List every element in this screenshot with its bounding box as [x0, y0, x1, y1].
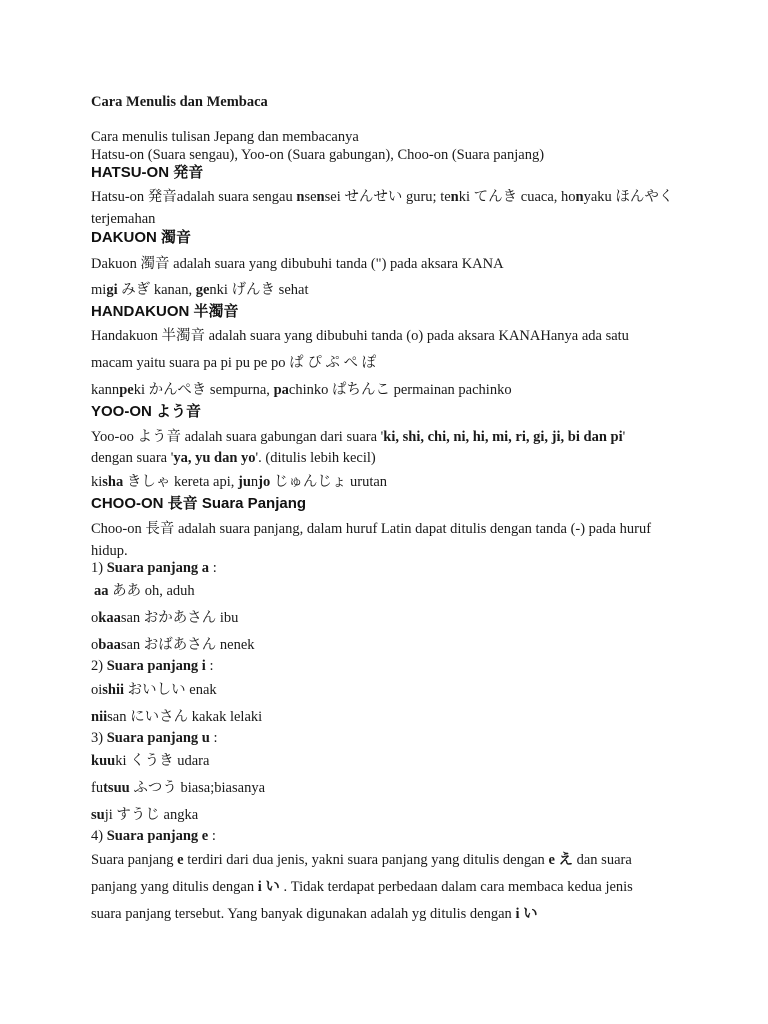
dakuon-desc: Dakuon 濁音 adalah suara yang dibubuhi tanda (") pada aksara KANA: [91, 256, 504, 272]
section-e-para-1: [91, 851, 632, 869]
yooon-desc-1: [91, 428, 625, 446]
bold-run: n: [296, 189, 305, 205]
bold-run: baa: [98, 637, 121, 653]
bold-run: su: [91, 807, 105, 823]
text-run: :: [209, 560, 217, 576]
example-futsuu: [91, 779, 265, 797]
bold-run: sha: [102, 474, 124, 490]
example-niisan: [91, 708, 262, 726]
section-e-label: [91, 827, 216, 845]
text-run: 1): [91, 560, 107, 576]
bold-run: i い: [257, 879, 280, 895]
text-run: terdiri dari dua jenis, yakni suara panjang yang ditulis dengan: [183, 852, 549, 868]
example-oishii: [91, 681, 217, 699]
bold-run: kaa: [98, 610, 121, 626]
text-run: 2): [91, 658, 107, 674]
document-title: Cara Menulis dan Membaca: [91, 94, 268, 110]
bold-run: e: [177, 852, 184, 868]
bold-run: e え: [548, 852, 573, 868]
intro-line-2: Hatsu-on (Suara sengau), Yoo-on (Suara gabungan), Choo-on (Suara panjang): [91, 147, 545, 163]
text-run: chinko ぱちんこ permainan pachinko: [288, 382, 512, 398]
yooon-example: [91, 473, 387, 491]
yooon-desc-2: [91, 449, 376, 467]
text-run: おいしい enak: [124, 682, 217, 698]
text-run: 3): [91, 730, 107, 746]
text-run: ': [622, 429, 626, 445]
text-run: fu: [91, 780, 104, 796]
text-run: 4): [91, 828, 107, 844]
text-run: ki: [91, 474, 103, 490]
text-run: oi: [91, 682, 103, 698]
text-run: ふつう biasa;biasanya: [129, 780, 266, 796]
bold-run: tsuu: [103, 780, 130, 796]
bold-run: ju: [238, 474, 251, 490]
text-run: Suara panjang: [91, 852, 178, 868]
text-run: ki くうき udara: [115, 753, 210, 769]
heading-dakuon: DAKUON 濁音: [91, 229, 191, 246]
text-run: panjang yang ditulis dengan: [91, 879, 258, 895]
text-run: ki かんぺき sempurna,: [133, 382, 274, 398]
example-obaasan: [91, 636, 255, 654]
example-kuuki: [91, 752, 209, 770]
section-u-label: [91, 729, 218, 747]
text-run: yaku ほんやく: [583, 189, 674, 205]
dakuon-example: [91, 281, 308, 299]
bold-run: Suara panjang e: [106, 828, 209, 844]
handakuon-desc-1: Handakuon 半濁音 adalah suara yang dibubuhi tanda (o) pada aksara KANAHanya ada satu: [91, 328, 629, 344]
text-run: Hatsu-on 発音adalah suara sengau: [91, 189, 297, 205]
handakuon-example: [91, 381, 512, 399]
heading-hatsuon: HATSU-ON 発音: [91, 164, 204, 181]
text-run: :: [205, 658, 214, 674]
example-okaasan: [91, 609, 238, 627]
text-run: dengan suara ': [91, 450, 174, 466]
hatsuon-desc: [91, 188, 673, 206]
text-run: ki てんき cuaca, ho: [458, 189, 576, 205]
text-run: '. (ditulis lebih kecil): [255, 450, 376, 466]
example-suuji: [91, 806, 198, 824]
text-run: ああ oh, aduh: [108, 583, 195, 599]
text-run: :: [208, 828, 216, 844]
text-run: san にいさん kakak lelaki: [107, 709, 263, 725]
section-e-para-3: [91, 905, 538, 923]
chooon-desc-1: Choo-on 長音 adalah suara panjang, dalam huruf Latin dapat ditulis dengan tanda (-) pada huruf: [91, 521, 652, 537]
bold-run: ge: [195, 282, 210, 298]
heading-chooon: CHOO-ON 長音 Suara Panjang: [91, 495, 307, 512]
text-run: じゅんじょ urutan: [270, 474, 388, 490]
bold-run: pa: [273, 382, 289, 398]
bold-run: Suara panjang a: [106, 560, 210, 576]
bold-run: nii: [91, 709, 108, 725]
heading-yooon: YOO-ON よう音: [91, 403, 202, 420]
section-a-label: [91, 559, 217, 577]
text-run: o: [91, 637, 99, 653]
bold-run: kuu: [91, 753, 116, 769]
bold-run: ya, yu dan yo: [173, 450, 256, 466]
text-run: きしゃ kereta api,: [123, 474, 239, 490]
bold-run: n: [575, 189, 584, 205]
text-run: san おかあさん ibu: [120, 610, 239, 626]
chooon-desc-2: hidup.: [91, 543, 128, 559]
text-run: se: [304, 189, 317, 205]
bold-run: n: [450, 189, 459, 205]
section-i-label: [91, 657, 214, 675]
bold-run: Suara panjang i: [106, 658, 206, 674]
hatsuon-desc-cont: terjemahan: [91, 211, 156, 227]
bold-run: aa: [94, 583, 109, 599]
bold-run: gi: [106, 282, 118, 298]
example-aa: [94, 582, 195, 600]
bold-run: pe: [119, 382, 134, 398]
text-run: sei せんせい guru; te: [324, 189, 451, 205]
section-e-para-2: [91, 878, 633, 896]
text-run: . Tidak terdapat perbedaan dalam cara membaca kedua jenis: [279, 879, 633, 895]
text-run: suara panjang tersebut. Yang banyak digunakan adalah yg ditulis dengan: [91, 906, 516, 922]
text-run: みぎ kanan,: [117, 282, 196, 298]
handakuon-desc-2: macam yaitu suara pa pi pu pe po ぱ ぴ ぷ ぺ ぽ: [91, 355, 377, 371]
text-run: :: [209, 730, 218, 746]
text-run: dan suara: [573, 852, 632, 868]
intro-line-1: Cara menulis tulisan Jepang dan membacanya: [91, 129, 359, 145]
text-run: nki げんき sehat: [209, 282, 309, 298]
text-run: ji すうじ angka: [104, 807, 199, 823]
text-run: Yoo-oo よう音 adalah suara gabungan dari suara ': [91, 429, 384, 445]
bold-run: Suara panjang u: [106, 730, 210, 746]
bold-run: ki, shi, chi, ni, hi, mi, ri, gi, ji, bi dan pi: [383, 429, 623, 445]
bold-run: n: [316, 189, 325, 205]
text-run: san おばあさん nenek: [120, 637, 255, 653]
bold-run: shii: [102, 682, 125, 698]
text-run: kann: [91, 382, 120, 398]
bold-run: jo: [258, 474, 271, 490]
text-run: o: [91, 610, 99, 626]
heading-handakuon: HANDAKUON 半濁音: [91, 303, 239, 320]
bold-run: i い: [515, 906, 538, 922]
text-run: mi: [91, 282, 107, 298]
text-run: n: [250, 474, 259, 490]
